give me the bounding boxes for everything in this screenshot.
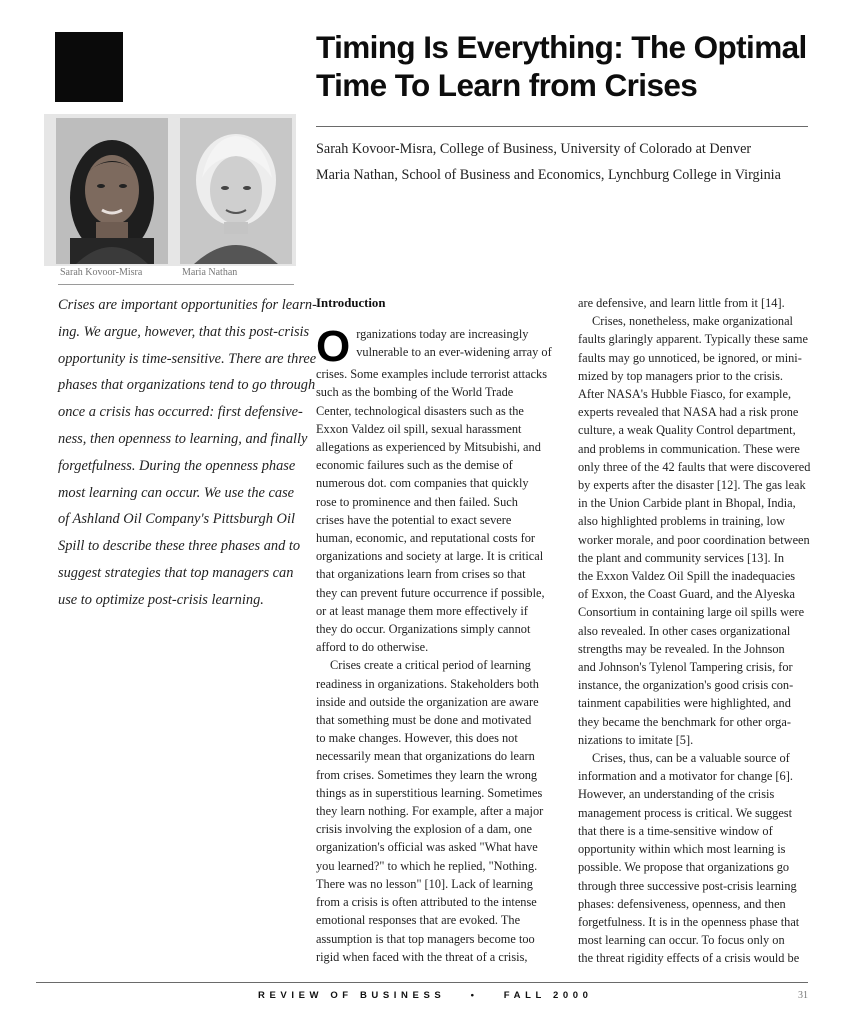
body-line: Exxon Valdez oil spill, sexual harassment bbox=[316, 421, 522, 436]
photo-caption: Sarah Kovoor-Misra bbox=[60, 267, 143, 278]
body-line: also highlighted problems in training, low bbox=[578, 514, 786, 529]
body-line: they can prevent future occurrence if possible, bbox=[316, 585, 545, 600]
abstract-line: use to optimize post-crisis learning. bbox=[58, 591, 264, 608]
title-rule bbox=[316, 126, 808, 127]
photo-caption: Maria Nathan bbox=[182, 267, 238, 278]
section-heading: Introduction bbox=[316, 296, 386, 310]
author-line: Sarah Kovoor-Misra, College of Business, University of Colorado at Denver bbox=[316, 141, 752, 157]
body-line: culture, a weak Quality Control department, bbox=[578, 423, 796, 438]
body-line: afford to do otherwise. bbox=[316, 640, 429, 655]
abstract-line: forgetfulness. During the openness phase bbox=[58, 457, 296, 474]
footer-separator: • bbox=[470, 990, 479, 1001]
body-line: There was no lesson" [10]. Lack of learning bbox=[316, 876, 533, 891]
body-line: the Exxon Valdez Oil Spill the inadequacies bbox=[578, 569, 796, 584]
body-line: economic failures such as the demise of bbox=[316, 458, 513, 473]
abstract-line: Crises are important opportunities for learn- bbox=[58, 297, 317, 313]
body-line: they learn nothing. For example, after a major bbox=[316, 804, 544, 819]
body-line: also revealed. In other cases organizational bbox=[578, 623, 791, 638]
body-line: or at least manage them more effectively if bbox=[316, 603, 528, 618]
body-line: in the Union Carbide plant in Bhopal, India, bbox=[578, 496, 796, 511]
body-line: readiness in organizations. Stakeholders both bbox=[316, 676, 539, 691]
body-line: organizations and society at large. It is critical bbox=[316, 549, 544, 564]
body-line: only three of the 42 faults that were discovered bbox=[578, 459, 811, 474]
body-line: through three successive post-crisis learning bbox=[578, 878, 797, 893]
body-line: crises. Some examples include terrorist attacks bbox=[316, 367, 548, 382]
body-line: faults may go unnoticed, be ignored, or mini- bbox=[578, 350, 802, 365]
body-line: experts revealed that NASA had a risk prone bbox=[578, 405, 799, 420]
body-line: management process is critical. We suggest bbox=[578, 805, 793, 820]
body-line: organization's official was asked "What have bbox=[316, 840, 538, 855]
author-photo-nathan bbox=[180, 118, 292, 264]
body-line: information and a motivator for change [6]. bbox=[578, 769, 793, 784]
body-line: most learning can occur. To focus only on bbox=[578, 933, 785, 948]
body-line: possible. We propose that organizations go bbox=[578, 860, 790, 875]
abstract-line: of Ashland Oil Company's Pittsburgh Oil bbox=[58, 511, 295, 528]
body-line: strengths may be revealed. In the Johnson bbox=[578, 641, 785, 656]
page-number: 31 bbox=[798, 990, 808, 1001]
body-line: and Johnson's Tylenol Tampering crisis, for bbox=[578, 660, 793, 675]
body-column-2 bbox=[578, 294, 818, 968]
abstract-line: phases that organizations tend to go through bbox=[58, 377, 316, 394]
body-line: rose to prominence and then failed. Such bbox=[316, 494, 518, 509]
body-line: allegations as experienced by Mitsubishi, and bbox=[316, 440, 541, 455]
body-line: crisis involving the explosion of a dam, one bbox=[316, 822, 532, 837]
abstract-line: ness, then openness to learning, and finally bbox=[58, 430, 308, 447]
abstract-line: ing. We argue, however, that this post-crisis bbox=[58, 323, 310, 340]
photo-divider bbox=[58, 284, 294, 285]
abstract-line: once a crisis has occurred: first defensive- bbox=[58, 404, 303, 421]
body-line: inside and outside the organization are aware bbox=[316, 694, 539, 709]
body-line: necessarily mean that organizations do learn bbox=[316, 749, 535, 764]
abstract bbox=[58, 292, 317, 614]
body-line: opportunity within which most learning is bbox=[578, 842, 786, 857]
body-line: you learned?" to which he replied, "Nothing. bbox=[316, 858, 538, 873]
body-line: and problems in communication. These were bbox=[578, 441, 800, 456]
body-line: they do occur. Organizations simply cannot bbox=[316, 622, 531, 637]
abstract-line: opportunity is time-sensitive. There are three bbox=[58, 350, 317, 367]
body-line: human, economic, and reputational costs for bbox=[316, 531, 536, 546]
decorative-black-block bbox=[55, 32, 123, 102]
body-line: rigid when faced with the threat of a crisis, bbox=[316, 949, 528, 964]
body-line: assumption is that top managers become too bbox=[316, 931, 535, 946]
body-line: After NASA's Hubble Fiasco, for example, bbox=[578, 387, 792, 402]
body-line: tainment capabilities were highlighted, and bbox=[578, 696, 791, 711]
body-column-1 bbox=[316, 294, 560, 966]
body-line: rganizations today are increasingly bbox=[356, 327, 529, 342]
intro-paragraph-start bbox=[316, 322, 560, 372]
body-line: crises have the potential to exact severe bbox=[316, 512, 512, 527]
issue-date: FALL 2000 bbox=[503, 990, 593, 1001]
journal-name: REVIEW OF BUSINESS bbox=[258, 990, 446, 1001]
author-line: Maria Nathan, School of Business and Economics, Lynchburg College in Virginia bbox=[316, 167, 781, 183]
body-line: Consortium in containing large oil spills were bbox=[578, 605, 805, 620]
body-line: of Exxon, the Coast Guard, and the Alyeska bbox=[578, 587, 795, 602]
body-line: forgetfulness. It is in the openness phase that bbox=[578, 914, 800, 929]
body-line: that organizations learn from crises so that bbox=[316, 567, 526, 582]
drop-cap: O bbox=[316, 322, 351, 372]
title-line: Timing Is Everything: The Optimal bbox=[316, 29, 807, 65]
body-line: to make changes. However, this does not bbox=[316, 731, 518, 746]
author-affiliations bbox=[316, 136, 781, 188]
body-line: mized by top managers prior to the crisis. bbox=[578, 368, 783, 383]
body-line: faults glaringly apparent. Typically these same bbox=[578, 332, 808, 347]
body-line: from crises. Sometimes they learn the wrong bbox=[316, 767, 538, 782]
abstract-line: suggest strategies that top managers can bbox=[58, 564, 294, 581]
body-line: nizations to imitate [5]. bbox=[578, 732, 694, 747]
body-line: the plant and community services [13]. In bbox=[578, 550, 785, 565]
body-line: Crises, nonetheless, make organizational bbox=[592, 314, 793, 329]
abstract-line: Spill to describe these three phases and to bbox=[58, 538, 301, 555]
body-line: worker morale, and poor coordination between bbox=[578, 532, 810, 547]
body-line: Center, technological disasters such as the bbox=[316, 403, 524, 418]
body-line: vulnerable to an ever-widening array of bbox=[356, 345, 552, 360]
body-line: Crises create a critical period of learning bbox=[330, 658, 531, 673]
body-line: such as the bombing of the World Trade bbox=[316, 385, 514, 400]
body-line: by experts after the disaster [12]. The gas leak bbox=[578, 478, 806, 493]
body-line: they became the benchmark for other orga- bbox=[578, 714, 791, 729]
body-line: Crises, thus, can be a valuable source of bbox=[592, 751, 790, 766]
body-line: are defensive, and learn little from it [14]. bbox=[578, 296, 785, 310]
body-line: emotional responses that are evoked. The bbox=[316, 913, 521, 928]
body-line: that something must be done and motivated bbox=[316, 713, 532, 728]
author-photo-kovoor-misra bbox=[56, 118, 168, 264]
body-line: However, an understanding of the crisis bbox=[578, 787, 775, 802]
body-line: that there is a time-sensitive window of bbox=[578, 823, 773, 838]
body-line: from a crisis is often attributed to the intense bbox=[316, 895, 537, 910]
title-line: Time To Learn from Crises bbox=[316, 67, 698, 103]
footer-rule bbox=[36, 982, 808, 983]
journal-footer bbox=[258, 990, 593, 1001]
body-line: instance, the organization's good crisis con- bbox=[578, 678, 794, 693]
article-title bbox=[316, 28, 836, 104]
body-line: phases: defensiveness, openness, and then bbox=[578, 896, 786, 911]
body-line: the threat rigidity effects of a crisis would be bbox=[578, 951, 800, 966]
abstract-line: most learning can occur. We use the case bbox=[58, 484, 295, 501]
body-line: things as in superstitious learning. Sometimes bbox=[316, 785, 543, 800]
body-line: numerous dot. com companies that quickly bbox=[316, 476, 529, 491]
